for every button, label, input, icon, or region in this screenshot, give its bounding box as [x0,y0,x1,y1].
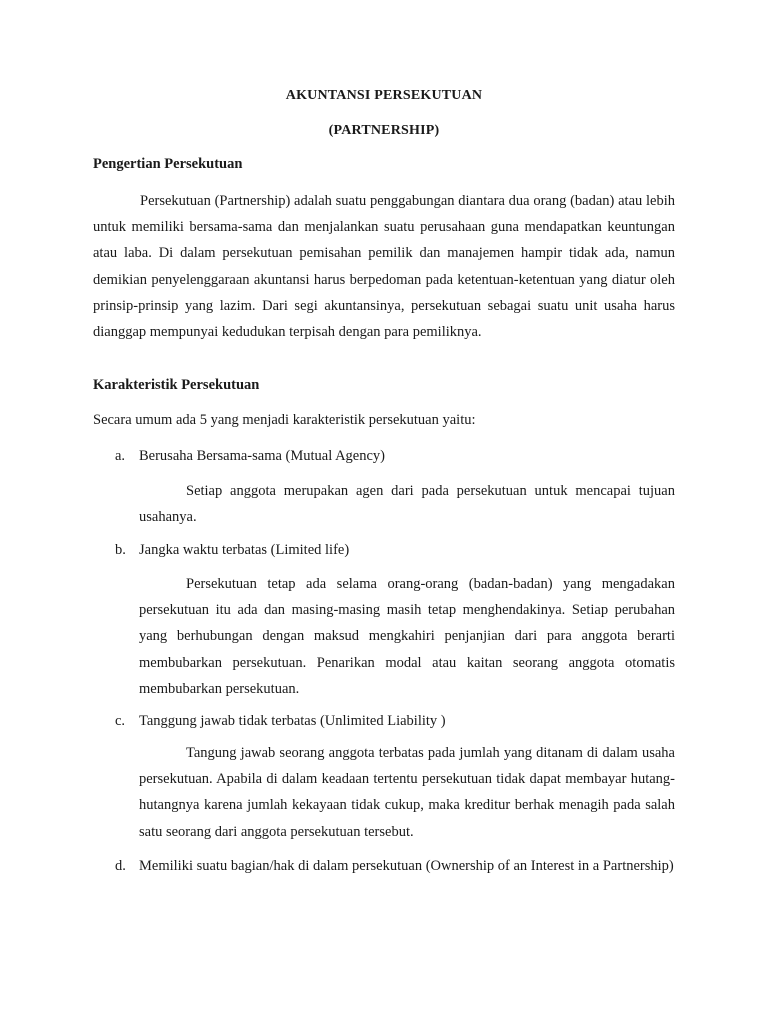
list-item-description-c: Tangung jawab seorang anggota terbatas pada jumlah yang ditanam di dalam usaha persekutuan. Apabila di dalam keadaan tertentu persekutuan tidak dapat membayar hutang-hutangnya karena jumlah kekayaan tidak cukup, maka kreditur berhak menagih pada salah satu seorang dari anggota persekutuan tersebut. [139,745,675,840]
list-item-label-a: a. [115,448,126,464]
list-item-description-b: Persekutuan tetap ada selama orang-orang (badan-badan) yang mengadakan persekutuan itu ada dan masing-masing masih tetap menghendakinya. Setiap perubahan yang berhubungan dengan maksud mengkahiri penjanjian dari para anggota berarti membubarkan persekutuan. Penarikan modal atau kaitan seorang anggota otomatis membubarkan persekutuan. [139,576,675,697]
list-item-title-b: Jangka waktu terbatas (Limited life) [139,542,350,558]
section-heading-karakteristik: Karakteristik Persekutuan [93,377,260,393]
list-item-label-d: d. [115,858,126,874]
section-intro-karakteristik: Secara umum ada 5 yang menjadi karakteristik persekutuan yaitu: [93,412,476,428]
document-subtitle: (PARTNERSHIP) [328,123,440,138]
section-paragraph-pengertian: Persekutuan (Partnership) adalah suatu penggabungan diantara dua orang (badan) atau lebih untuk memiliki bersama-sama dan menjalankan suatu perusahaan guna mendapatkan keuntungan atau laba. Di dalam persekutuan pemisahan pemilik dan manajemen hampir tidak ada, namun demikian penyelenggaraan akuntansi harus berpedoman pada ketentuan-ketentuan yang diatur oleh prinsip-prinsip yang lazim. Dari segi akuntansinya, persekutuan sebagai suatu unit usaha harus dianggap mempunyai kedudukan terpisah dengan para pemiliknya. [93,193,675,341]
list-item-title-c: Tanggung jawab tidak terbatas (Unlimited Liability ) [139,713,446,729]
list-item-description-a: Setiap anggota merupakan agen dari pada persekutuan untuk mencapai tujuan usahanya. [139,483,675,526]
section-heading-pengertian: Pengertian Persekutuan [93,156,243,172]
list-item-title-a: Berusaha Bersama-sama (Mutual Agency) [139,448,386,464]
document-title: AKUNTANSI PERSEKUTUAN [285,88,483,103]
list-item-label-c: c. [115,713,126,729]
list-item-label-b: b. [115,542,126,558]
list-item-title-d: Memiliki suatu bagian/hak di dalam persekutuan (Ownership of an Interest in a Partnership) [139,858,674,874]
